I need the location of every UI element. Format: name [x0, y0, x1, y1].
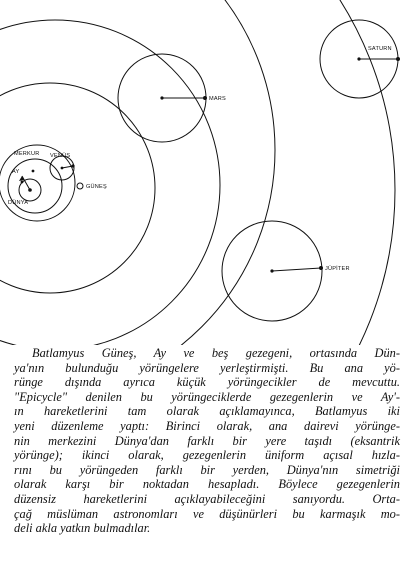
moon-arrow-line: [22, 176, 30, 190]
caption-line: düzensiz hareketlerini açıklayabileceğini sanıyordu. Orta-: [14, 491, 400, 506]
jupiter-radius-line: [272, 268, 321, 271]
venus-label: VENÜS: [50, 153, 71, 159]
caption-line: ın hareketlerini tam olarak açıklamayınca, Batlamyus iki: [14, 404, 400, 419]
venus-dot: [61, 167, 64, 170]
merkur-label: MERKUR: [14, 151, 40, 157]
dunya-label: DÜNYA: [8, 200, 29, 206]
caption-line: "Epicycle" denilen bu yörüngeciklerde gezegenlerin ve Ay'-: [14, 389, 400, 404]
saturn-dot: [357, 57, 360, 60]
caption-line: yeni düzenleme yaptı: Birinci olarak, ana dairevi yörünge-: [14, 418, 400, 433]
moon-arrowhead: [19, 176, 24, 181]
caption-line: yörünge); ikinci olarak, gezegenlerin üniform açısal hızla-: [14, 448, 400, 463]
caption-line: rını bu yörüngeden farklı bir yerden, Dünya'nın simetriği: [14, 462, 400, 477]
caption-line: Batlamyus Güneş, Ay ve beş gezegeni, ortasında Dün-: [32, 346, 400, 360]
saturn-planet: [396, 57, 400, 61]
caption-line: ya'nın bulunduğu yörüngelere yerleştirmişti. Bu ana yö-: [14, 360, 400, 375]
sun-planet: [77, 183, 83, 189]
gunes-label: GÜNEŞ: [86, 184, 107, 190]
caption-line: olarak karşı bir noktadan hesapladı. Böylece gezegenlerin: [14, 477, 400, 492]
mercury-planet: [32, 170, 35, 173]
mars-dot: [160, 96, 163, 99]
moon-dot: [21, 181, 24, 184]
mars-deferent-arc: [0, 20, 220, 345]
earth-dot: [28, 188, 32, 192]
caption-line: rünge dışında ayrıca küçük yörüngecikler de mevcuttu.: [14, 375, 400, 390]
mars-label: MARS: [209, 96, 226, 102]
mars-planet: [203, 96, 207, 100]
jupiter-deferent-arc: [0, 0, 275, 345]
caption-line: nin merkezini Dünya'dan farklı bir yere taşıdı (eksantrik: [14, 433, 400, 448]
jupiter-label: JÜPİTER: [325, 266, 350, 272]
caption-paragraph: [14, 346, 400, 536]
jupiter-dot: [270, 269, 273, 272]
caption-line: deli akla yatkın bulmadılar.: [14, 521, 151, 536]
saturn-label: SATURN: [368, 46, 392, 52]
caption-line: çağ müslüman astronomları ve düşünürleri bu karmaşık mo-: [14, 506, 400, 521]
jupiter-planet: [319, 266, 323, 270]
ay-label: AY: [12, 169, 20, 175]
venus-planet: [71, 164, 74, 167]
